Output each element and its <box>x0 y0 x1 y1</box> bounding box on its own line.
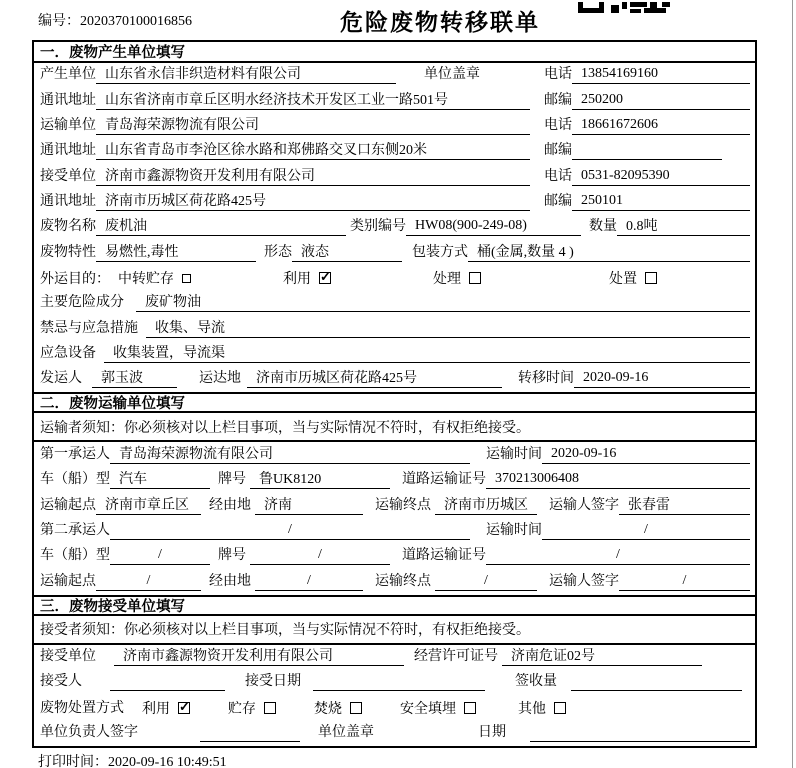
waste-property-row <box>34 240 755 265</box>
field-label: 废物名称 <box>40 219 96 235</box>
receiver-address-row <box>34 190 755 215</box>
transporter-notice: 运输者须知：你必须核对以上栏目事项，当与实际情况不符时，有权拒绝接受。 <box>34 413 755 442</box>
signature-date <box>530 724 750 742</box>
time-label: 运输时间 <box>486 522 542 538</box>
sign-label: 运输人签字 <box>549 497 619 513</box>
purpose-option <box>609 268 657 288</box>
checkbox-label: 处置 <box>609 272 637 288</box>
print-time-label: 打印时间： <box>38 755 108 768</box>
manifest-form-table <box>32 40 757 748</box>
phone-label: 电话 <box>544 118 572 134</box>
time-label: 运输时间 <box>486 446 542 462</box>
route1-end: 济南市历城区 <box>435 494 537 515</box>
serial-label: 编号： <box>38 14 80 29</box>
license-label: 道路运输证号 <box>402 472 486 488</box>
carrier2-value: / <box>110 522 470 540</box>
field-label: 第一承运人 <box>40 446 110 462</box>
section3-header: 三．废物接受单位填写 <box>34 595 755 616</box>
carrier1-row <box>34 442 755 467</box>
phone-label: 电话 <box>544 67 572 83</box>
field-label: 运输单位 <box>40 118 96 134</box>
route1-row <box>34 493 755 518</box>
end-label: 运输终点 <box>375 573 431 589</box>
license-label: 道路运输证号 <box>402 548 486 564</box>
field-label: 接受单位 <box>40 648 96 664</box>
transporter-row <box>34 114 755 139</box>
checkbox-label: 利用 <box>142 701 170 717</box>
checkbox-icon <box>350 702 362 714</box>
purpose-row <box>34 266 755 291</box>
field-label: 通讯地址 <box>40 194 96 210</box>
precaution-row <box>34 316 755 341</box>
disposal-option <box>400 698 476 718</box>
zip-label: 邮编 <box>544 92 572 108</box>
receive-person-row <box>34 670 755 695</box>
plate-label: 牌号 <box>218 548 246 564</box>
receiver-notice: 接受者须知：你必须核对以上栏目事项，当与实际情况不符时，有权拒绝接受。 <box>34 616 755 645</box>
checkbox-icon <box>264 702 276 714</box>
route2-start: / <box>96 573 201 591</box>
carrier2-time: / <box>542 522 750 540</box>
producer-row <box>34 63 755 88</box>
vehicle1-license: 370213006408 <box>486 471 750 489</box>
dispatch-row <box>34 367 755 392</box>
carrier2-row <box>34 519 755 544</box>
receiver-row <box>34 164 755 189</box>
license-label: 经营许可证号 <box>414 648 498 664</box>
field-label: 第二承运人 <box>40 522 110 538</box>
route2-via: / <box>255 573 363 591</box>
qty-label: 签收量 <box>515 674 557 690</box>
vehicle2-license: / <box>486 547 750 565</box>
waste-name-row <box>34 215 755 240</box>
receive-unit-row <box>34 645 755 670</box>
field-label: 通讯地址 <box>40 92 96 108</box>
time-label: 转移时间 <box>518 371 574 387</box>
transporter-address: 山东省青岛市李沧区徐水路和郑佛路交叉口东侧20米 <box>96 139 530 160</box>
equipment-row <box>34 342 755 367</box>
route1-via: 济南 <box>255 494 363 515</box>
transporter-phone: 18661672606 <box>572 117 750 135</box>
purpose-option <box>118 268 191 288</box>
field-label: 废物特性 <box>40 244 96 260</box>
disposal-option <box>518 698 566 718</box>
receiver-phone: 0531-82095390 <box>572 168 750 186</box>
vehicle2-row <box>34 544 755 569</box>
signature-value <box>200 724 300 742</box>
code-label: 类别编号 <box>350 219 406 235</box>
route2-end: / <box>435 573 537 591</box>
qr-code-icon <box>578 0 670 18</box>
date-label: 接受日期 <box>245 674 301 690</box>
field-label: 产生单位 <box>40 67 96 83</box>
field-label: 发运人 <box>40 371 82 387</box>
receive-license: 济南危证02号 <box>502 645 702 666</box>
field-label: 禁忌与应急措施 <box>40 320 138 336</box>
checkbox-label: 焚烧 <box>314 701 342 717</box>
page-edge-line <box>792 0 793 768</box>
producer-value: 山东省永信非织造材料有限公司 <box>96 63 396 84</box>
field-label: 车（船）型 <box>40 472 110 488</box>
end-label: 运输终点 <box>375 497 431 513</box>
transfer-time: 2020-09-16 <box>574 370 750 388</box>
zip-label: 邮编 <box>544 194 572 210</box>
producer-zip: 250200 <box>572 92 750 110</box>
destination: 济南市历城区荷花路425号 <box>247 367 502 388</box>
field-label: 通讯地址 <box>40 143 96 159</box>
route2-sign: / <box>619 573 750 591</box>
checkbox-icon <box>464 702 476 714</box>
vehicle2-plate: / <box>250 547 390 565</box>
field-label: 接受单位 <box>40 168 96 184</box>
seal-label: 单位盖章 <box>424 67 480 83</box>
checkbox-icon <box>319 272 331 284</box>
waste-property: 易燃性,毒性 <box>96 241 256 262</box>
purpose-option <box>283 268 331 288</box>
field-label: 车（船）型 <box>40 548 110 564</box>
plate-label: 牌号 <box>218 472 246 488</box>
checkbox-label: 处理 <box>433 272 461 288</box>
main-hazard-row <box>34 291 755 316</box>
field-label: 运输起点 <box>40 573 96 589</box>
receiver-address: 济南市历城区荷花路425号 <box>96 190 530 211</box>
page-title: 危险废物转移联单 <box>340 9 540 35</box>
checkbox-icon <box>182 274 191 283</box>
disposal-option <box>228 698 276 718</box>
qty-label: 数量 <box>589 219 617 235</box>
purpose-option <box>433 268 481 288</box>
carrier1-value: 青岛海荣源物流有限公司 <box>110 443 470 464</box>
date-label: 日期 <box>478 724 506 740</box>
route2-row <box>34 569 755 594</box>
form-label: 形态 <box>264 244 292 260</box>
transporter-value: 青岛海荣源物流有限公司 <box>96 114 530 135</box>
via-label: 经由地 <box>209 573 251 589</box>
signature-row <box>34 721 755 746</box>
vehicle2-type: / <box>110 547 210 565</box>
waste-name: 废机油 <box>96 215 346 236</box>
serial-value: 2020370100016856 <box>80 14 192 29</box>
dest-label: 运达地 <box>199 371 241 387</box>
disposal-option <box>314 698 362 718</box>
phone-label: 电话 <box>544 168 572 184</box>
carrier1-time: 2020-09-16 <box>542 446 750 464</box>
checkbox-label: 安全填埋 <box>400 701 456 717</box>
field-label: 应急设备 <box>40 346 96 362</box>
producer-phone: 13854169160 <box>572 66 750 84</box>
producer-address-row <box>34 88 755 113</box>
pack-label: 包装方式 <box>412 244 468 260</box>
field-label: 接受人 <box>40 674 82 690</box>
field-label: 单位负责人签字 <box>40 724 138 740</box>
vehicle1-type: 汽车 <box>110 468 210 489</box>
receiver-value: 济南市鑫源物资开发利用有限公司 <box>96 165 530 186</box>
transporter-zip <box>572 142 722 160</box>
receive-unit: 济南市鑫源物资开发利用有限公司 <box>114 645 404 666</box>
zip-label: 邮编 <box>544 143 572 159</box>
checkbox-icon <box>178 702 190 714</box>
checkbox-icon <box>554 702 566 714</box>
checkbox-icon <box>469 272 481 284</box>
checkbox-label: 贮存 <box>228 701 256 717</box>
producer-address: 山东省济南市章丘区明水经济技术开发区工业一路501号 <box>96 89 530 110</box>
waste-pack: 桶(金属,数量 4 ) <box>468 241 750 262</box>
checkbox-label: 中转贮存 <box>118 272 174 288</box>
section1-header: 一．废物产生单位填写 <box>34 42 755 63</box>
purpose-label: 外运目的： <box>40 271 110 287</box>
route1-sign: 张春雷 <box>619 494 750 515</box>
seal-label: 单位盖章 <box>318 724 374 740</box>
field-label: 运输起点 <box>40 497 96 513</box>
checkbox-label: 其他 <box>518 701 546 717</box>
print-time-value: 2020-09-16 10:49:51 <box>108 755 227 768</box>
route1-start: 济南市章丘区 <box>96 494 201 515</box>
receiver-zip: 250101 <box>572 193 750 211</box>
dispatcher: 郭玉波 <box>92 367 177 388</box>
section2-header: 二．废物运输单位填写 <box>34 392 755 413</box>
equipment: 收集装置，导流渠 <box>104 342 750 363</box>
vehicle1-plate: 鲁UK8120 <box>250 468 390 489</box>
via-label: 经由地 <box>209 497 251 513</box>
disposal-row <box>34 695 755 720</box>
disposal-label: 废物处置方式 <box>40 701 124 717</box>
receive-qty <box>571 673 742 691</box>
waste-qty: 0.8吨 <box>617 215 750 236</box>
main-hazard: 废矿物油 <box>136 291 750 312</box>
field-label: 主要危险成分 <box>40 295 124 311</box>
disposal-option <box>142 698 190 718</box>
checkbox-icon <box>645 272 657 284</box>
print-time-line <box>38 751 227 768</box>
vehicle1-row <box>34 468 755 493</box>
precaution: 收集、导流 <box>146 317 750 338</box>
waste-code: HW08(900-249-08) <box>406 218 581 236</box>
receive-person <box>110 673 225 691</box>
checkbox-label: 利用 <box>283 272 311 288</box>
waste-form: 液态 <box>292 241 402 262</box>
sign-label: 运输人签字 <box>549 573 619 589</box>
receive-date <box>313 673 485 691</box>
transporter-address-row <box>34 139 755 164</box>
